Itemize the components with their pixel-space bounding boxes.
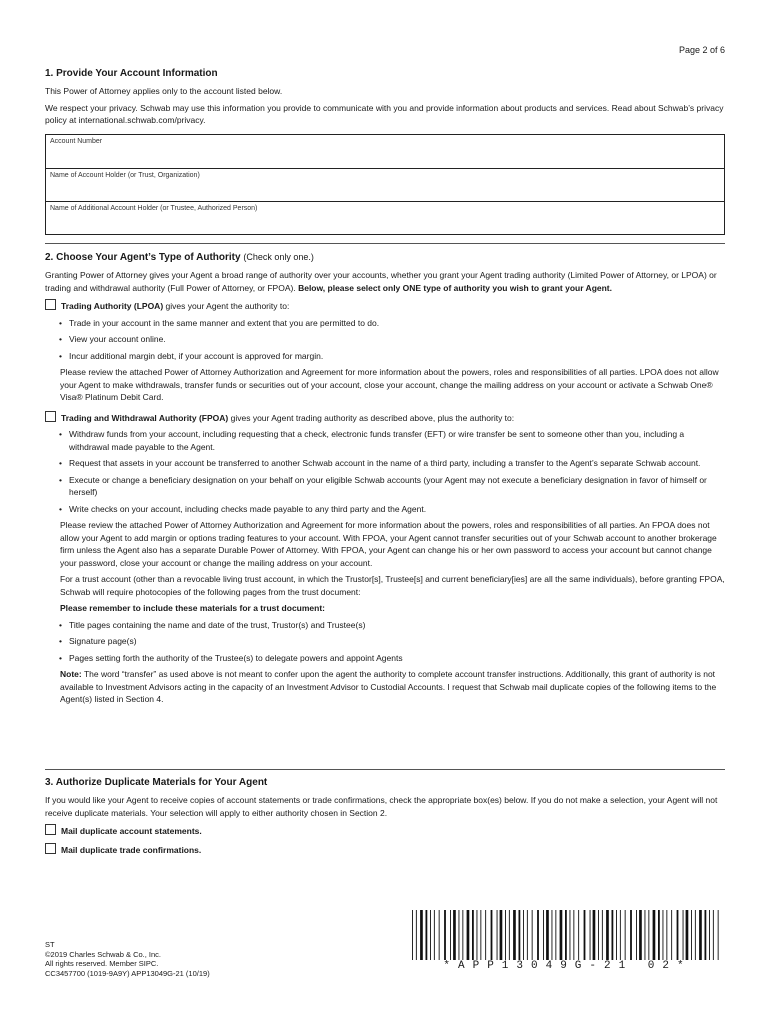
barcode-bar [537, 910, 539, 960]
barcode-bar [426, 910, 428, 960]
section-2-title-text: 2. Choose Your Agent’s Type of Authority [45, 252, 241, 263]
list-item: • Execute or change a beneficiary designation on your behalf on your eligible Schwab accounts (your Agent may not execute a beneficiary designation in favor of himself or herself) [59, 474, 725, 499]
barcode-bar [593, 910, 596, 960]
barcode-bar [705, 910, 707, 960]
account-holder-field[interactable]: Name of Account Holder (or Trust, Organization) [46, 168, 724, 201]
transfer-note [60, 668, 725, 706]
barcode-bar [691, 910, 692, 960]
barcode-bar [699, 910, 702, 960]
barcode-text: *APP13049G-21 02* [443, 960, 692, 972]
barcode-bar [439, 910, 440, 960]
list-item: • Incur additional margin debt, if your account is approved for margin. [59, 350, 725, 363]
barcode-bar [472, 910, 474, 960]
barcode-bar [590, 910, 591, 960]
barcode-bar [636, 910, 637, 960]
section-divider [45, 243, 725, 244]
additional-holder-field[interactable]: Name of Additional Account Holder (or Trustee, Authorized Person) [46, 201, 724, 234]
barcode [410, 910, 725, 972]
barcode-bar [570, 910, 571, 960]
footer-line: ST [45, 940, 55, 949]
barcode-bar [578, 910, 579, 960]
barcode-bar [505, 910, 506, 960]
barcode-bar [509, 910, 510, 960]
barcode-bar [555, 910, 556, 960]
trust-note: For a trust account (other than a revocable living trust account, in which the Trustor[s], Trustee[s] and current beneficiary[ies] are all the same individuals), before granting FPOA, Schwab will require photocopies of the following pages from the trust document: [60, 574, 725, 597]
barcode-bar [519, 910, 521, 960]
barcode-bar [663, 910, 664, 960]
barcode-bar [598, 910, 599, 960]
barcode-bar [543, 910, 544, 960]
section-authority [45, 250, 725, 706]
barcode-bar [666, 910, 667, 960]
section-account-info [45, 67, 725, 235]
lpoa-bullet-list [59, 317, 725, 363]
barcode-bar [416, 910, 417, 960]
lpoa-label-rest: gives your Agent the authority to: [165, 301, 290, 311]
barcode-bar [462, 910, 463, 960]
barcode-bar [412, 910, 413, 960]
fpoa-label [61, 411, 514, 425]
barcode-bar [565, 910, 567, 960]
fpoa-option [45, 411, 725, 425]
note-text: The word “transfer” as used above is not meant to confer upon the agent the authority to complete account transfer instructions. Additionally, this grant of authority is not available to Investment Advisors acting in the capacity of an Investment Advisor to Custodial Accounts. I request that Schwab mail duplicate copies of the following items to the Agent(s) listed in Section 4. [60, 669, 717, 704]
barcode-bar [620, 910, 621, 960]
barcode-bar [612, 910, 614, 960]
barcode-bar [713, 910, 714, 960]
barcode-bar [434, 910, 435, 960]
list-item: • Withdraw funds from your account, including requesting that a check, electronic funds transfer (EFT) or wire transfer be sent to someone other than you, including a withdrawal made payable to the Agent. [59, 428, 725, 453]
list-item: • Pages setting forth the authority of the Trustee(s) to delegate powers and appoint Agents [59, 652, 725, 665]
barcode-bar [420, 910, 423, 960]
barcode-bar [686, 910, 689, 960]
barcode-bar [573, 910, 574, 960]
barcode-bar [658, 910, 660, 960]
barcode-bar [560, 910, 563, 960]
section-1-text: This Power of Attorney applies only to the account listed below. [45, 86, 283, 96]
barcode-bar [467, 910, 470, 960]
confirmations-checkbox[interactable] [45, 843, 56, 854]
barcode-bar [709, 910, 710, 960]
barcode-bar [639, 910, 642, 960]
barcode-bar [459, 910, 460, 960]
footer-line: All rights reserved. Member SIPC. [45, 959, 159, 968]
list-item: • Title pages containing the name and date of the trust, Trustor(s) and Trustee(s) [59, 619, 725, 632]
barcode-bars [410, 910, 725, 960]
barcode-bar [630, 910, 632, 960]
confirmations-label: Mail duplicate trade confirmations. [61, 844, 202, 855]
barcode-bar [695, 910, 696, 960]
footer-line: CC3457700 (1019-9A9Y) APP13049G-21 (10/19) [45, 968, 210, 978]
lpoa-note: Please review the attached Power of Attorney Authorization and Agreement for more information about the powers, roles and responsibilities of all parties. LPOA does not allow your Agent to make withdrawals, transfer funds or securities out of your account, close your account, change the mailing address on your account or activate a Schwab One® Visa® Platinum Debit Card. [60, 367, 719, 402]
barcode-bar [500, 910, 503, 960]
barcode-bar [677, 910, 679, 960]
authority-intro-text: Granting Power of Attorney gives your Agent a broad range of authority over your accounts, whether you grant your Agent trading authority (Limited Power of Attorney, or LPOA) or trading and withdrawal authority (Full Power of Attorney, or FPOA). [45, 270, 717, 293]
lpoa-label-bold: Trading Authority (LPOA) [61, 301, 164, 311]
section-duplicate-materials [45, 776, 725, 856]
lpoa-label [61, 299, 289, 313]
section-2-title-sub: (Check only one.) [243, 252, 314, 262]
footer-line: ©2019 Charles Schwab & Co., Inc. [45, 949, 162, 959]
duplicate-intro: If you would like your Agent to receive copies of account statements or trade confirmations, check the appropriate box(es) below. If you do not make a selection, your Agent will not receive duplicate materials. Your selection will apply to either authority chosen in Section 2. [45, 795, 718, 818]
trust-bullet-list [59, 619, 725, 665]
fpoa-note: Please review the attached Power of Attorney Authorization and Agreement for more information about the powers, roles and responsibilities of all parties. An FPOA does not allow your Agent to add margin or options trading features to your account. With FPOA, your Agent cannot transfer securities out of your Schwab account to another brokerage firm unless the Agent also has a separate Durable Power of Attorney. With FPOA, your Agent can change his or her own password to access your account but cannot change your password, close your account or change the mailing address on your account. [60, 520, 717, 568]
barcode-bar [527, 910, 528, 960]
barcode-bar [616, 910, 617, 960]
list-item: • Request that assets in your account be transferred to another Schwab account in the name of a third party, including a transfer to the Agent’s separate Schwab account. [59, 457, 725, 470]
barcode-bar [477, 910, 478, 960]
barcode-bar [602, 910, 603, 960]
barcode-bar [450, 910, 451, 960]
barcode-bar [671, 910, 672, 960]
barcode-bar [683, 910, 684, 960]
barcode-bar [497, 910, 498, 960]
list-item: • Write checks on your account, including checks made payable to any third party and the Agent. [59, 503, 725, 516]
page-number: Page 2 of 6 [678, 45, 725, 55]
lpoa-checkbox[interactable] [45, 299, 56, 310]
account-number-field[interactable]: Account Number [50, 137, 103, 145]
note-label: Note: [60, 669, 82, 679]
barcode-bar [606, 910, 609, 960]
section-1-title: 1. Provide Your Account Information [45, 68, 218, 79]
barcode-bar [513, 910, 516, 960]
fpoa-checkbox[interactable] [45, 411, 56, 422]
barcode-bar [645, 910, 646, 960]
authority-intro [45, 269, 725, 294]
trust-remember: Please remember to include these materials for a trust document: [60, 603, 325, 613]
lpoa-option [45, 299, 725, 313]
barcode-bar [480, 910, 481, 960]
authority-intro-bold: Below, please select only ONE type of authority you wish to grant your Agent. [298, 282, 612, 293]
barcode-bar [453, 910, 456, 960]
fpoa-bullet-list [59, 428, 725, 515]
section-divider [45, 769, 725, 770]
list-item: • Trade in your account in the same manner and extent that you are permitted to do. [59, 317, 725, 330]
barcode-bar [546, 910, 549, 960]
section-2-title [45, 250, 725, 265]
fpoa-label-bold: Trading and Withdrawal Authority (FPOA) [61, 412, 229, 423]
fpoa-label-rest: gives your Agent trading authority as described above, plus the authority to: [230, 412, 515, 423]
privacy-text: We respect your privacy. Schwab may use this information you provide to communicate with you and provide information about products and services. Read about Schwab’s privacy policy at international.schwab.com/privacy. [45, 102, 724, 125]
statements-checkbox[interactable] [45, 824, 56, 835]
barcode-bar [718, 910, 719, 960]
statements-option [45, 824, 725, 838]
barcode-bar [491, 910, 493, 960]
list-item: • View your account online. [59, 333, 725, 346]
barcode-bar [625, 910, 626, 960]
barcode-bar [552, 910, 553, 960]
barcode-bar [584, 910, 586, 960]
footer [45, 940, 210, 978]
barcode-bar [653, 910, 656, 960]
statements-label: Mail duplicate account statements. [61, 826, 202, 836]
section-3-title: 3. Authorize Duplicate Materials for Your Agent [45, 777, 268, 788]
barcode-bar [523, 910, 524, 960]
list-item: • Signature page(s) [59, 635, 725, 648]
barcode-bar [485, 910, 486, 960]
barcode-bar [444, 910, 446, 960]
barcode-bar [532, 910, 533, 960]
confirmations-option [45, 843, 725, 857]
barcode-bar [648, 910, 649, 960]
barcode-bar [430, 910, 431, 960]
account-fields [45, 134, 725, 235]
